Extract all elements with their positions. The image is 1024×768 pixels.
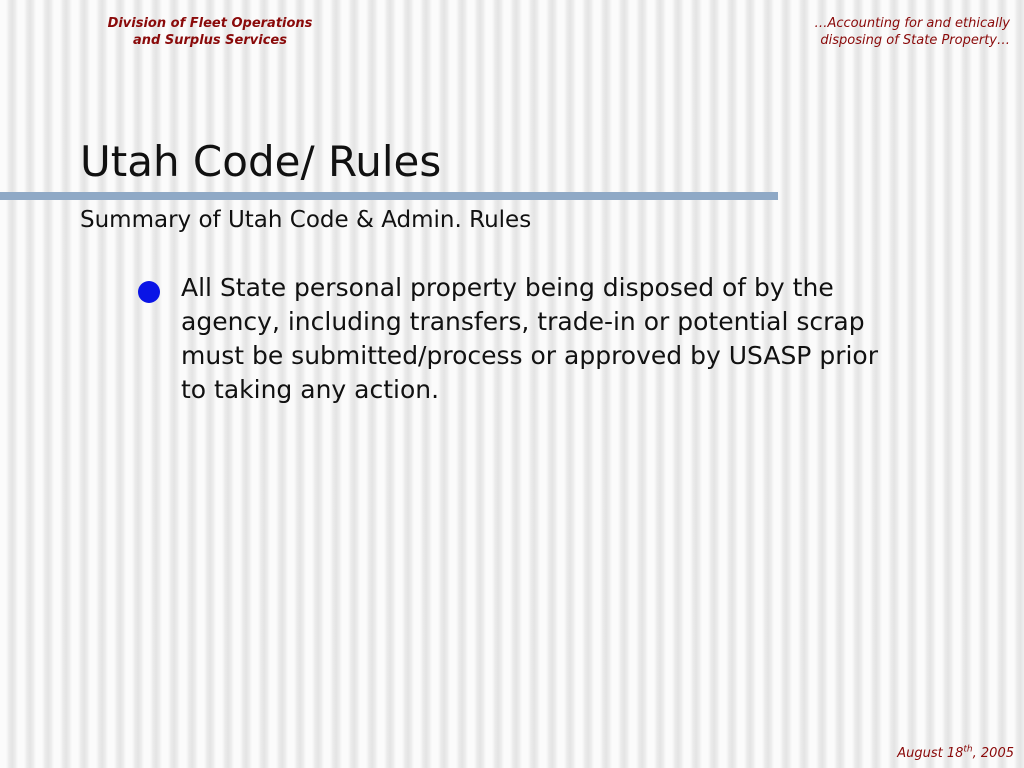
- title-divider: [0, 192, 778, 200]
- footer-date-month: August 18: [897, 746, 964, 761]
- header-tagline: [710, 15, 1010, 49]
- footer-date: [897, 745, 1014, 762]
- header-organization-line-1: Division of Fleet Operations: [107, 16, 313, 31]
- footer-date-suffix: th: [963, 744, 973, 755]
- header-tagline-line-2: disposing of State Property…: [820, 33, 1010, 48]
- header-organization-line-2: and Surplus Services: [133, 33, 287, 48]
- slide-title: Utah Code/ Rules: [80, 137, 442, 186]
- header-organization: [94, 15, 326, 49]
- bullet-dot-icon: [138, 281, 160, 303]
- footer-date-year: , 2005: [972, 746, 1014, 761]
- slide-subtitle: Summary of Utah Code & Admin. Rules: [80, 207, 532, 233]
- bullet-text: All State personal property being disposed of by the agency, including transfers, trade-in or potential scrap must be submitted/process or approved by USASP prior to taking any action.: [181, 273, 878, 404]
- header-tagline-line-1: …Accounting for and ethically: [814, 16, 1010, 31]
